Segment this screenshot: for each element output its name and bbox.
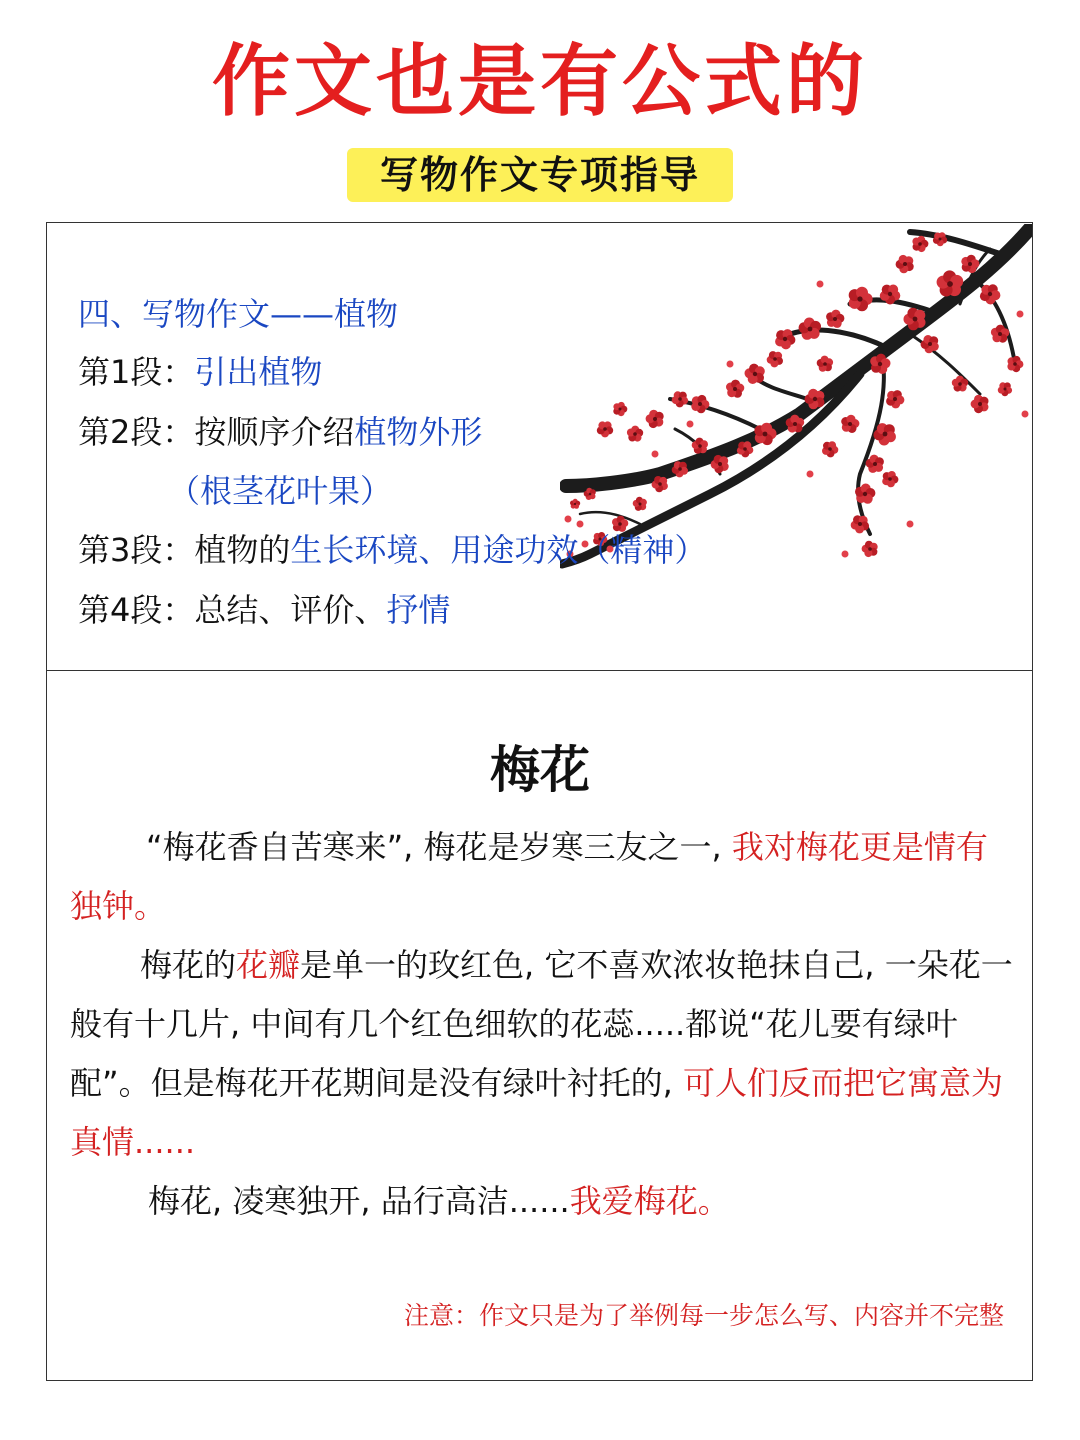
paragraph-highlight: 抒情 [386,591,451,629]
note-text: 注意：作文只是为了举例每一步怎么写、内容并不完整 [403,1301,1004,1330]
plum-blossom [817,356,833,372]
essay-text: “梅花香自苦寒来”, 梅花是岁寒三友之一, [146,828,732,866]
essay-text: 梅花的 [140,946,237,984]
plum-bud [652,451,659,458]
essay-text: 梅花, 凌寒独开, 品行高洁...... [148,1182,570,1220]
branch-twig-9 [580,512,640,524]
outline-paragraph-2 [78,408,482,456]
plum-blossom [822,441,838,457]
essay-paragraph-1 [70,818,1015,936]
plum-blossom [980,284,1001,304]
plum-blossom [737,441,753,457]
plum-blossom [1007,356,1023,372]
paragraph-text: 总结、评价、 [194,591,387,629]
branch-twig-10 [910,334,980,394]
outline-heading: 四、写物作文——植物 [78,295,399,333]
paragraph-label: 第4段： [78,591,195,629]
paragraph-highlight: 生长环境、用途功效（精神） [290,531,707,569]
plum-blossom [841,415,859,433]
plum-blossom [826,310,844,328]
plum-blossom [767,351,783,367]
plum-blossom [633,497,647,511]
plum-blossom [912,236,928,252]
plum-bud [565,516,572,523]
paragraph-highlight: 引出植物 [194,353,323,391]
plum-bud [1022,411,1029,418]
plum-blossom [921,335,939,353]
paragraph-highlight: 植物外形 [354,413,483,451]
plum-blossom [882,471,898,487]
subtitle-banner: 写物作文专项指导 [347,148,733,202]
plum-blossom [886,390,904,408]
plum-blossom [799,318,821,340]
plum-blossom [862,541,878,557]
outline-paragraph-2-sub: （根茎花叶果） [168,472,393,510]
paragraph-label: 第3段： [78,531,195,569]
plum-blossom [726,380,744,398]
essay-paragraph-2 [70,936,1015,1172]
paragraph-label: 第1段： [78,353,195,391]
plum-blossom [613,402,627,416]
outline-paragraph-3 [78,526,706,574]
plum-bud [727,361,734,368]
plum-bud [842,551,849,558]
essay-body [70,818,1015,1231]
plum-bud [907,521,914,528]
plum-blossom [627,426,643,442]
paragraph-text: 按顺序介绍 [194,413,355,451]
outline-paragraph-4 [78,586,450,634]
page-title: 作文也是有公式的 [211,36,868,127]
essay-highlight: 花瓣 [236,946,301,984]
essay-text: 是单一的玫红色, 它不喜欢浓妆艳抹自己, 一朵花一般有十几片, 中间有几个红色细软的花蕊.....都说“花儿要有绿叶配”。但是梅花开花期间是没有绿叶衬托的, [70,946,1013,1102]
essay-paragraph-3 [70,1172,1015,1231]
plum-blossom [896,255,914,273]
essay-highlight: 我爱梅花。 [569,1182,730,1220]
branch-main [566,226,1032,486]
plum-blossom [672,391,688,407]
plum-bud [687,421,694,428]
essay-title: 梅花 [490,741,590,799]
plum-bud [817,281,824,288]
essay-highlight: 我对梅花更是情有独钟。 [70,828,988,925]
plum-blossom [646,410,664,428]
essay-highlight: 可人们反而把它寓意为真情...... [70,1064,1003,1161]
plum-blossom [933,232,947,246]
plum-blossom [597,421,613,437]
plum-blossom [937,270,964,296]
plum-bud [807,471,814,478]
paragraph-text: 植物的 [194,531,291,569]
plum-blossom [745,364,765,384]
plum-blossom [961,255,979,273]
plum-blossom [971,395,989,413]
plum-blossom [570,499,580,509]
paragraph-label: 第2段： [78,413,195,451]
plum-bud [1017,311,1024,318]
plum-blossom [691,395,709,413]
plum-blossom [998,382,1012,396]
plum-blossom [849,287,873,312]
outline-paragraph-1 [78,348,322,396]
